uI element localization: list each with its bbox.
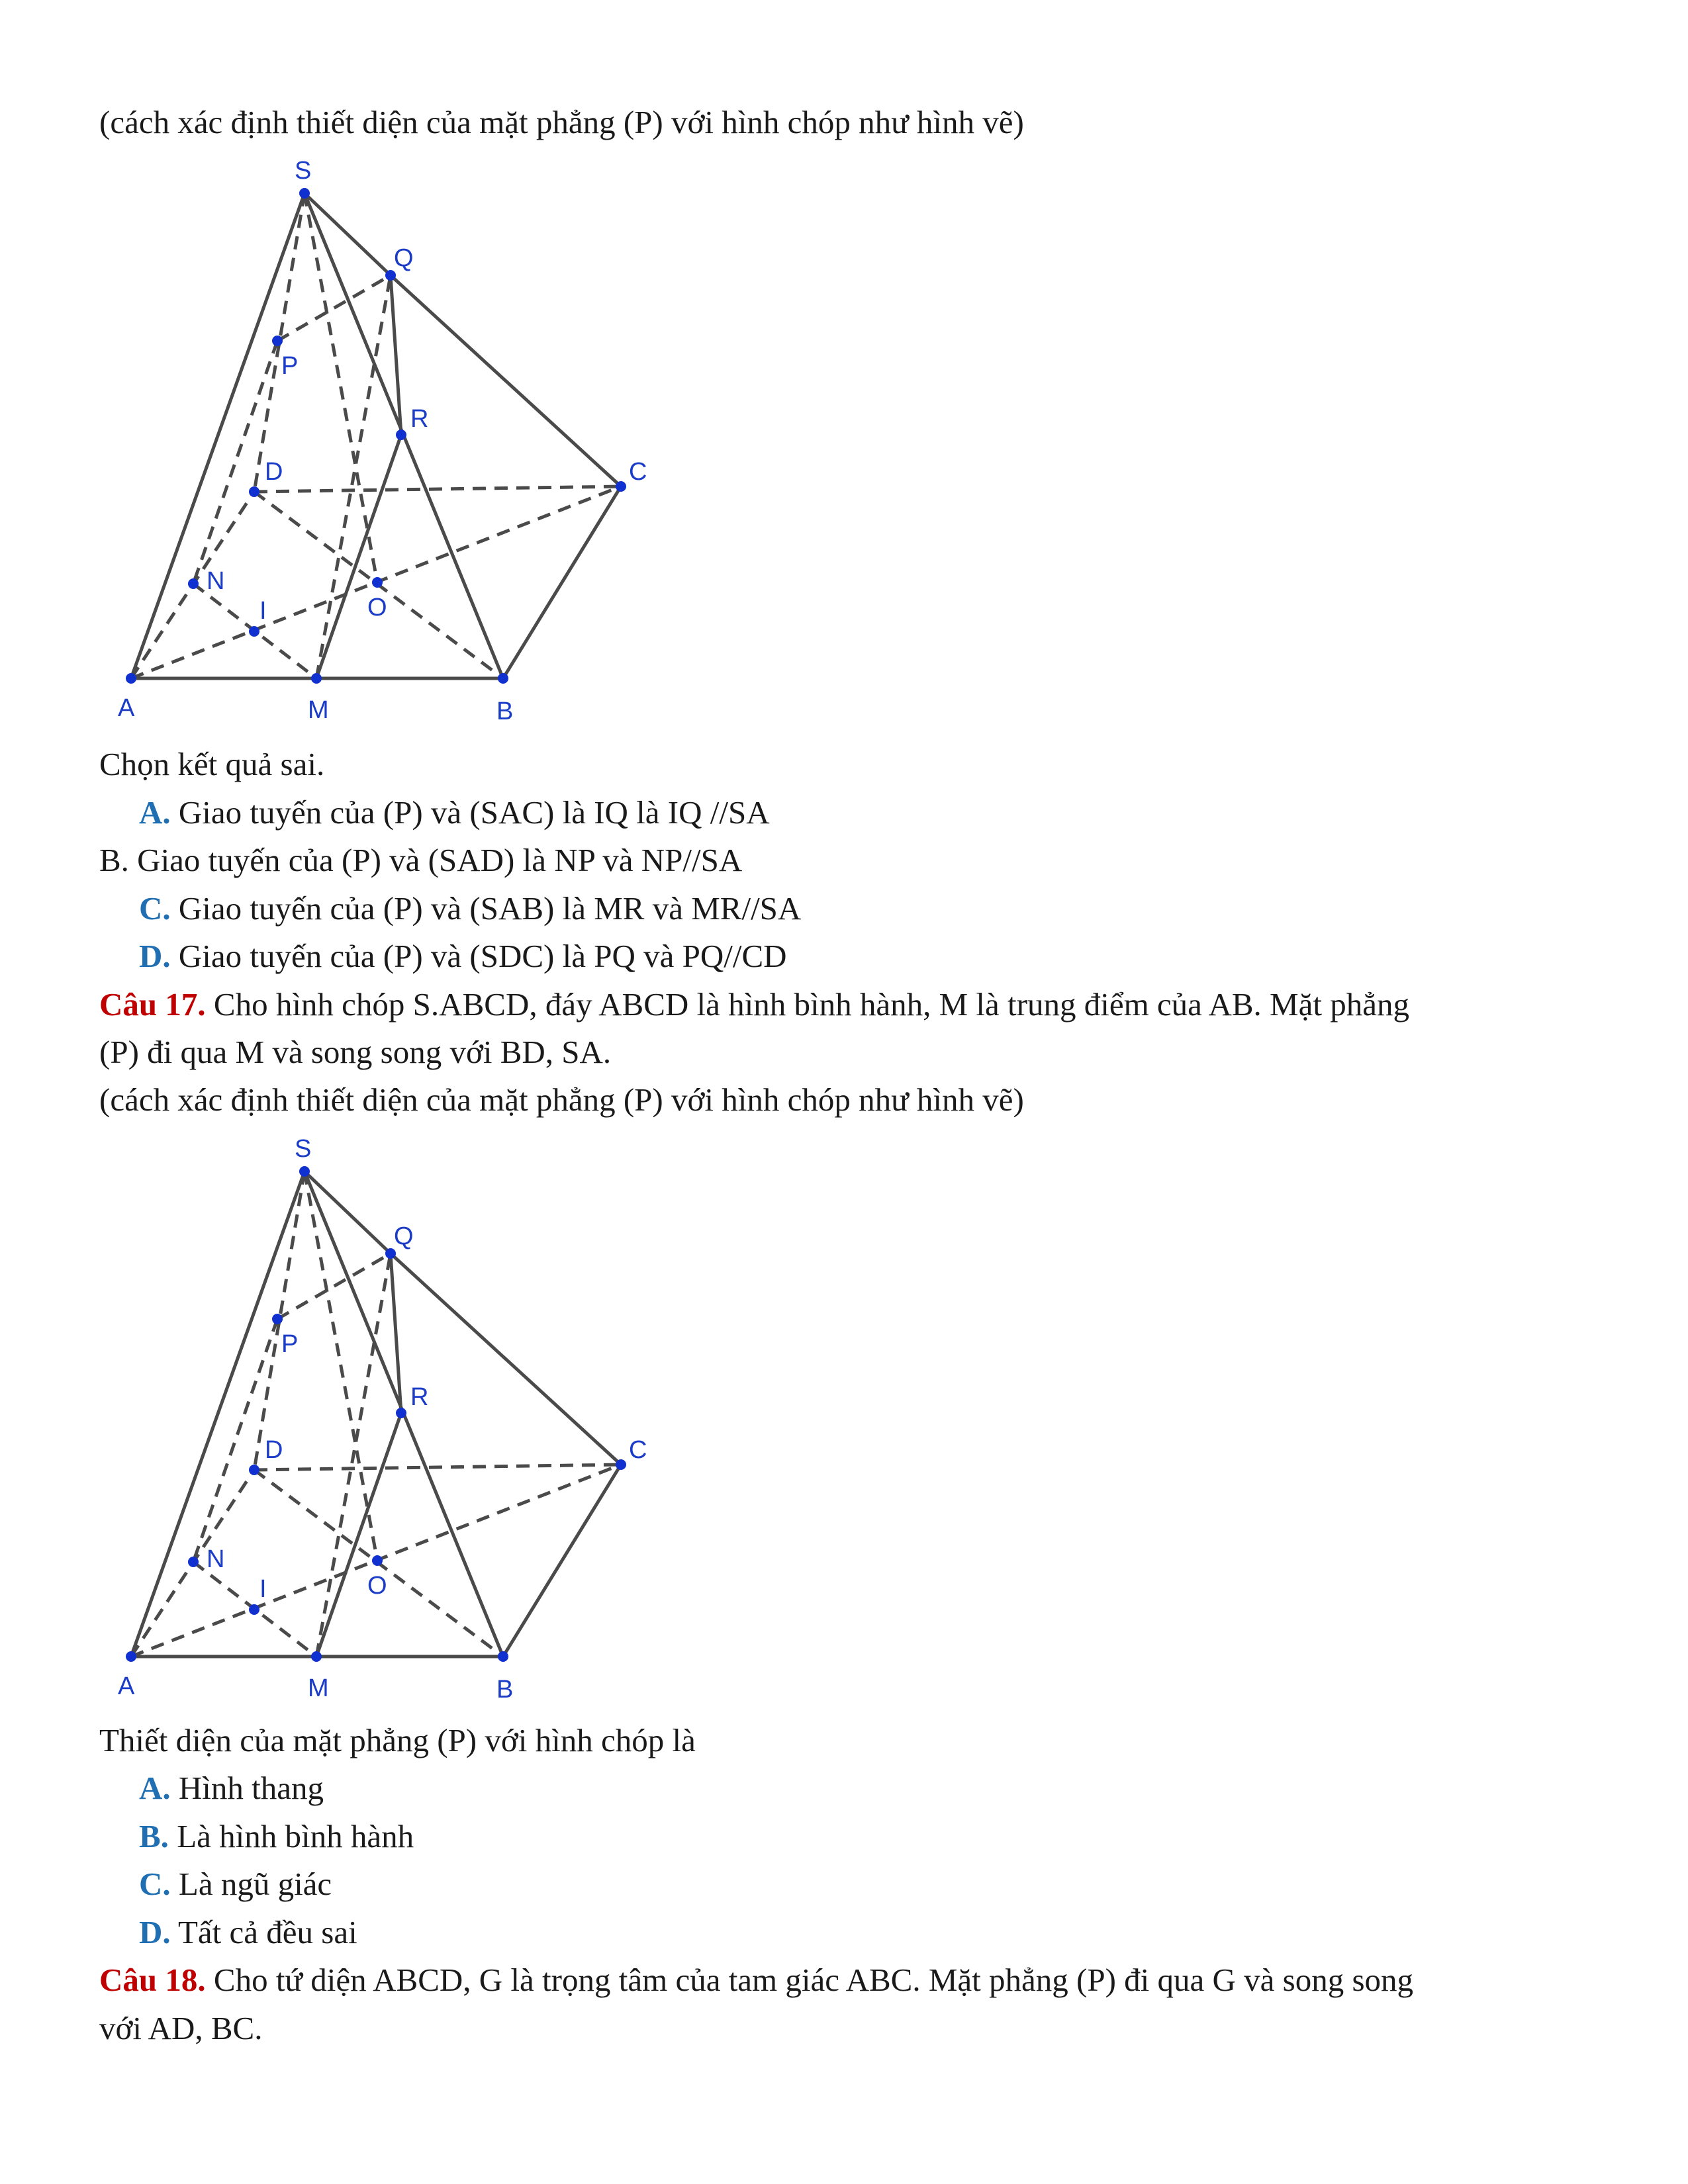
label-B: B <box>496 1676 514 1700</box>
label-D: D <box>265 458 283 486</box>
question-17-prompt: Thiết diện của mặt phẳng (P) với hình chóp là <box>99 1722 696 1758</box>
option-d: D. Tất cả đều sai <box>139 1914 357 1950</box>
label-M: M <box>308 696 329 721</box>
label-C: C <box>629 1436 647 1464</box>
question-prompt: Chọn kết quả sai. <box>99 746 325 782</box>
question-17-text: Câu 17. Cho hình chóp S.ABCD, đáy ABCD là hình bình hành, M là trung điểm của AB. Mặt phẳng <box>99 986 1409 1023</box>
option-d: D. Giao tuyến của (P) và (SDC) là PQ và PQ//CD <box>139 938 787 974</box>
label-O: O <box>367 1572 387 1600</box>
label-D: D <box>265 1436 283 1464</box>
label-N: N <box>207 1545 225 1573</box>
label-Q: Q <box>394 244 414 272</box>
question-18-text: Câu 18. Cho tứ diện ABCD, G là trọng tâm của tam giác ABC. Mặt phẳng (P) đi qua G và song song <box>99 1962 1414 1998</box>
label-Q: Q <box>394 1222 414 1250</box>
option-b: B. Giao tuyến của (P) và (SAD) là NP và NP//SA <box>99 842 743 878</box>
question-17-text-cont: (P) đi qua M và song song với BD, SA. <box>99 1034 612 1070</box>
label-I: I <box>259 597 267 625</box>
label-S: S <box>295 157 312 185</box>
label-A: A <box>118 694 135 721</box>
pyramid-figure-1 <box>113 146 669 721</box>
label-A: A <box>118 1672 135 1700</box>
option-c: C. Giao tuyến của (P) và (SAB) là MR và MR//SA <box>139 890 802 927</box>
label-C: C <box>629 458 647 486</box>
figure-caption-2: (cách xác định thiết diện của mặt phẳng (P) với hình chóp như hình vẽ) <box>99 1081 1024 1118</box>
pyramid-figure-2 <box>113 1124 669 1700</box>
label-P: P <box>281 1330 299 1358</box>
label-B: B <box>496 698 514 721</box>
label-S: S <box>295 1135 312 1163</box>
label-O: O <box>367 594 387 621</box>
label-M: M <box>308 1674 329 1700</box>
label-P: P <box>281 352 299 380</box>
option-b: B. Là hình bình hành <box>139 1818 414 1854</box>
figure-caption-1: (cách xác định thiết diện của mặt phẳng (P) với hình chóp như hình vẽ) <box>99 104 1024 140</box>
option-a: A. Giao tuyến của (P) và (SAC) là IQ là IQ //SA <box>139 794 770 831</box>
label-I: I <box>259 1575 267 1603</box>
option-c: C. Là ngũ giác <box>139 1866 332 1902</box>
label-R: R <box>410 1383 429 1411</box>
label-N: N <box>207 567 225 595</box>
option-a: A. Hình thang <box>139 1770 324 1806</box>
label-R: R <box>410 405 429 433</box>
question-18-text-cont: với AD, BC. <box>99 2010 263 2046</box>
